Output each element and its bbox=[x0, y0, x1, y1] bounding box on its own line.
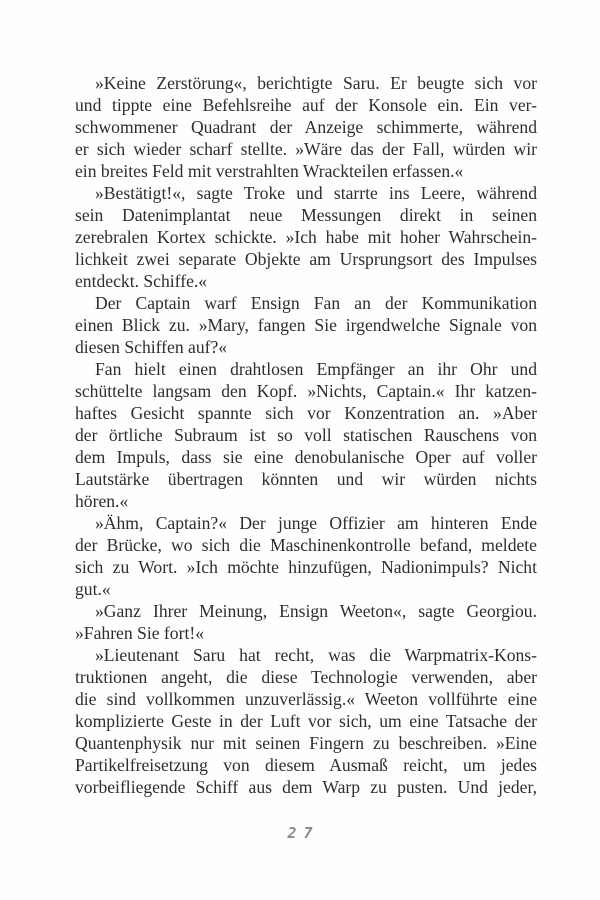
text-line: Partikelfreisetzung von diesem Ausmaß reicht, um jedes bbox=[75, 755, 537, 775]
text-line: die sind vollkommen unzuverlässig.« Weeton vollführte eine bbox=[75, 689, 537, 709]
text-line: Quantenphysik nur mit seinen Fingern zu beschreiben. »Eine bbox=[75, 733, 537, 753]
text-line: entdeckt. Schiffe.« bbox=[75, 271, 208, 291]
text-line: truktionen angeht, die diese Technologie verwenden, aber bbox=[75, 667, 537, 687]
text-line: lichkeit zwei separate Objekte am Ursprungsort des Impulses bbox=[75, 249, 537, 269]
text-line: dem Impuls, dass sie eine denobulanische Oper auf voller bbox=[75, 447, 537, 467]
text-line: der örtliche Subraum ist so voll statischen Rauschens von bbox=[75, 425, 537, 445]
paragraph bbox=[75, 600, 537, 644]
text-line: »Ganz Ihrer Meinung, Ensign Weeton«, sagte Georgiou. bbox=[95, 601, 537, 621]
text-line: Fan hielt einen drahtlosen Empfänger an ihr Ohr und bbox=[95, 359, 537, 379]
text-line: »Bestätigt!«, sagte Troke und starrte ins Leere, während bbox=[95, 183, 537, 203]
text-line: »Keine Zerstörung«, berichtigte Saru. Er beugte sich vor bbox=[95, 73, 537, 93]
text-line: vorbeifliegende Schiff aus dem Warp zu pusten. Und jeder, bbox=[75, 777, 537, 797]
text-line: sein Datenimplantat neue Messungen direkt in seinen bbox=[75, 205, 537, 225]
text-line: gut.« bbox=[75, 579, 111, 599]
text-line: einen Blick zu. »Mary, fangen Sie irgendwelche Signale von bbox=[75, 315, 537, 335]
text-line: zerebralen Kortex schickte. »Ich habe mit hoher Wahrschein- bbox=[75, 227, 537, 247]
text-line: hören.« bbox=[75, 491, 129, 511]
paragraph bbox=[75, 182, 537, 292]
paragraph bbox=[75, 292, 537, 358]
page-number: 27 bbox=[287, 824, 320, 842]
text-line: der Brücke, wo sich die Maschinenkontrolle befand, meldete bbox=[75, 535, 537, 555]
text-line: schwommener Quadrant der Anzeige schimmerte, während bbox=[75, 117, 537, 137]
text-line: komplizierte Geste in der Luft vor sich, um eine Tatsache der bbox=[75, 711, 537, 731]
paragraph bbox=[75, 358, 537, 512]
text-line: sich zu Wort. »Ich möchte hinzufügen, Nadionimpuls? Nicht bbox=[75, 557, 537, 577]
text-line: er sich wieder scharf stellte. »Wäre das der Fall, würden wir bbox=[75, 139, 537, 159]
paragraph bbox=[75, 644, 537, 798]
text-block bbox=[75, 72, 537, 798]
paragraph bbox=[75, 512, 537, 600]
text-line: Der Captain warf Ensign Fan an der Kommunikation bbox=[95, 293, 537, 313]
text-line: »Fahren Sie fort!« bbox=[75, 623, 204, 643]
text-line: »Ähm, Captain?« Der junge Offizier am hinteren Ende bbox=[95, 513, 537, 533]
text-line: Lautstärke übertragen könnten und wir würden nichts bbox=[75, 469, 537, 489]
text-line: und tippte eine Befehlsreihe auf der Konsole ein. Ein ver- bbox=[75, 95, 537, 115]
text-line: schüttelte langsam den Kopf. »Nichts, Captain.« Ihr katzen- bbox=[75, 381, 537, 401]
text-line: diesen Schiffen auf?« bbox=[75, 337, 228, 357]
text-line: »Lieutenant Saru hat recht, was die Warpmatrix-Kons- bbox=[95, 645, 537, 665]
text-line: ein breites Feld mit verstrahlten Wrackteilen erfassen.« bbox=[75, 161, 464, 181]
text-line: haftes Gesicht spannte sich vor Konzentration an. »Aber bbox=[75, 403, 537, 423]
paragraph bbox=[75, 72, 537, 182]
